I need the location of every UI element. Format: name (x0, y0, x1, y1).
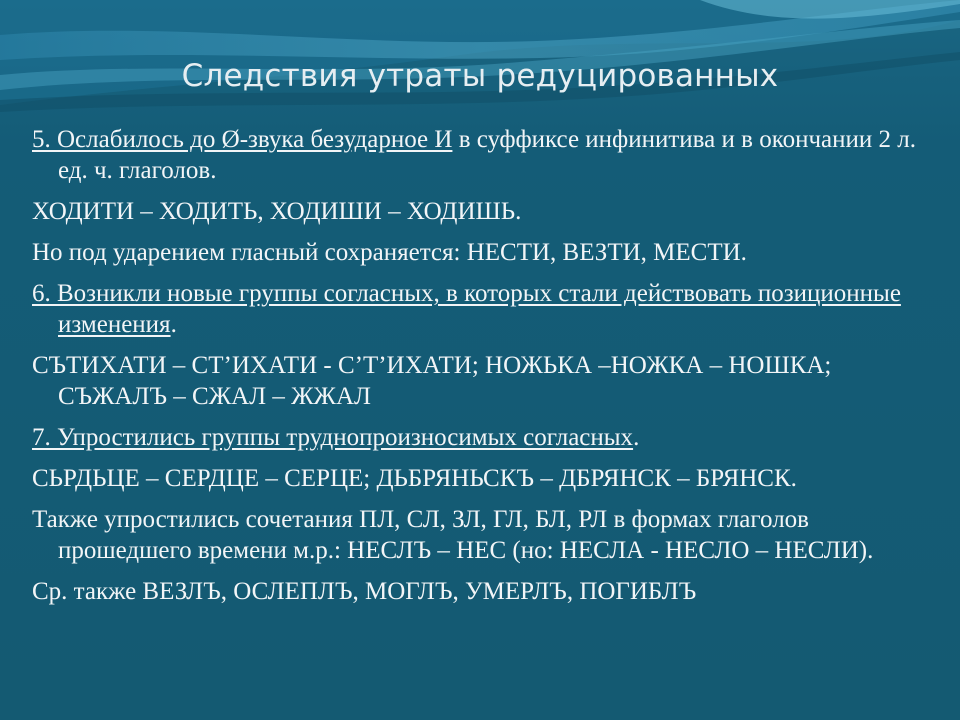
paragraph-6-rest: . (170, 311, 177, 338)
paragraph-compare: Ср. также ВЕЗЛЪ, ОСЛЕПЛЪ, МОГЛЪ, УМЕРЛЪ, ПОГИБЛЪ (32, 578, 697, 605)
paragraph-5-rest: в суффиксе инфинитива и в окончании 2 л. ед. ч. глаголов. (58, 126, 916, 184)
paragraph-6 (32, 278, 944, 340)
example-sutikhati: СЪТИХАТИ – СТ’ИХАТИ - С’Т’ИХАТИ; НОЖЬКА –НОЖКА – НОШКА; СЪЖАЛЪ – СЖАЛ – ЖЖАЛ (32, 352, 832, 410)
example-sirdice: СЬРДЬЦЕ – СЕРДЦЕ – СЕРЦЕ; ДЬБРЯНЬСКЪ – ДБРЯНСК – БРЯНСК. (32, 465, 797, 492)
heading-6-underlined: 6. Возникли новые группы согласных, в которых стали действовать позиционные изменения (32, 280, 901, 338)
paragraph-7 (32, 422, 944, 453)
paragraph-5 (32, 124, 944, 186)
paragraph-7-rest: . (633, 424, 640, 451)
heading-5-underlined: 5. Ослабилось до Ø-звука безударное И (32, 126, 453, 153)
note-stressed-vowel: Но под ударением гласный сохраняется: НЕСТИ, ВЕЗТИ, МЕСТИ. (32, 239, 747, 266)
example-khoditi: ХОДИТИ – ХОДИТЬ, ХОДИШИ – ХОДИШЬ. (32, 198, 522, 225)
slide-content (32, 124, 944, 617)
heading-7-underlined: 7. Упростились группы труднопроизносимых согласных (32, 424, 634, 451)
paragraph-past-tense: Также упростились сочетания ПЛ, СЛ, ЗЛ, ГЛ, БЛ, РЛ в формах глаголов прошедшего времени м.р.: НЕСЛЪ – НЕС (но: НЕСЛА - НЕСЛО – НЕСЛИ). (32, 506, 874, 564)
slide-title: Следствия утраты редуцированных (181, 58, 779, 94)
